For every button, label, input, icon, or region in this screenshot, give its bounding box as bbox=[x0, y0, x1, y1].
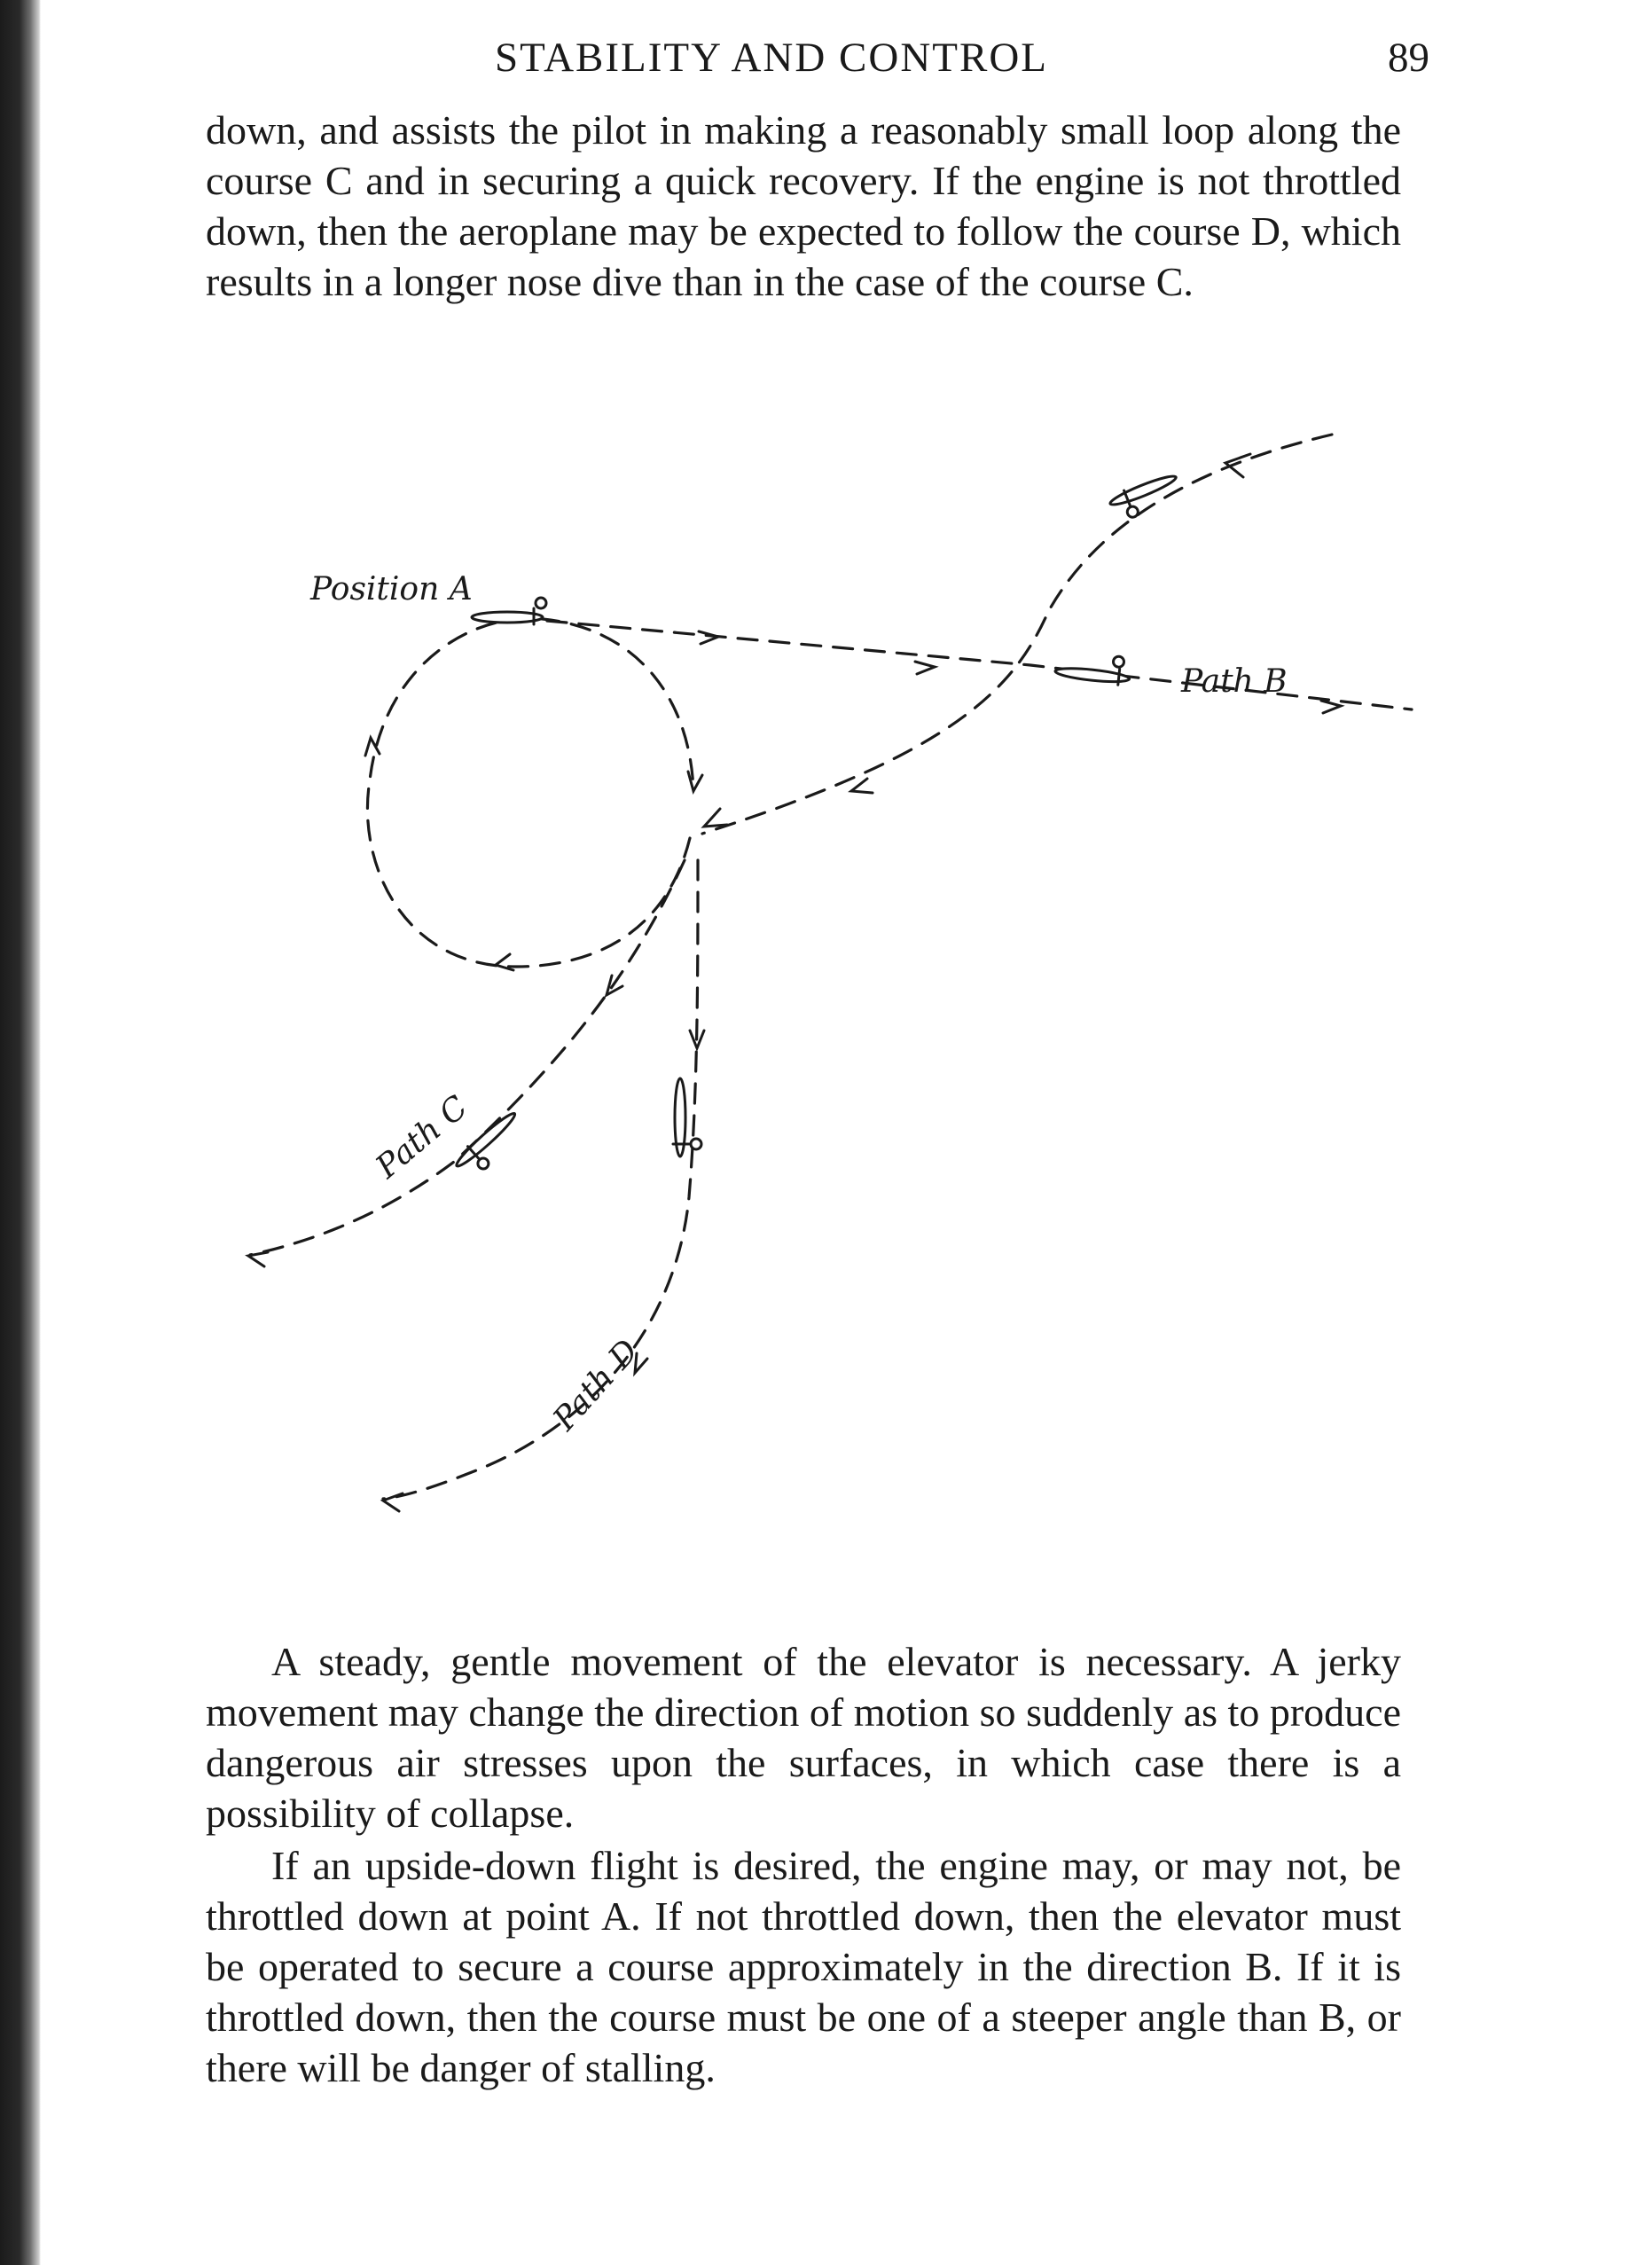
running-title: STABILITY AND CONTROL bbox=[495, 35, 1048, 81]
flight-path-svg bbox=[206, 399, 1447, 1596]
path-b-arrow-1 bbox=[699, 631, 718, 644]
aeroplane-path-d bbox=[673, 1078, 701, 1156]
page-binding-edge bbox=[0, 0, 41, 2265]
aeroplane-incoming bbox=[1108, 471, 1184, 524]
loop-arrow-right bbox=[688, 772, 702, 791]
incoming-path bbox=[702, 435, 1332, 834]
aeroplane-position-a bbox=[472, 598, 546, 624]
label-position-a: Position A bbox=[310, 571, 473, 607]
path-b-arrow-2 bbox=[915, 662, 935, 674]
incoming-arrow-2 bbox=[851, 779, 873, 793]
incoming-arrow-3 bbox=[704, 809, 727, 827]
page-number: 89 bbox=[1388, 35, 1429, 81]
label-path-d: Path D bbox=[546, 1332, 646, 1438]
path-b-arrow-3 bbox=[1321, 701, 1341, 713]
path-c-line bbox=[250, 860, 685, 1255]
paragraph-elevator: A steady, gentle movement of the elevator is necessary. A jerky movement may change the direction of motion so suddenly as to produce dangerous air stresses upon the surfaces, in which case there is a possibility of collapse. bbox=[206, 1639, 1401, 1836]
aeroplane-path-b bbox=[1054, 650, 1131, 686]
loop-path bbox=[367, 618, 693, 967]
path-c-arrow-2 bbox=[248, 1252, 268, 1266]
flight-path-diagram bbox=[206, 399, 1447, 1596]
label-path-c: Path C bbox=[369, 1088, 475, 1186]
page-header bbox=[206, 34, 1429, 87]
paragraph-upside-down: If an upside-down flight is desired, the engine may, or may not, be throttled down at point A. If not throttled down, then the elevator must be operated to secure a course approximately in the direction B. If it is throttled down, then the course must be one of a steeper angle than B, or there will be danger of stalling. bbox=[206, 1843, 1401, 2090]
paragraph-continuation: down, and assists the pilot in making a reasonably small loop along the course C and in securing a quick recovery. If the engine is not throttled down, then the aeroplane may be expected to follow the course D, which results in a longer nose dive than in the case of the course C. bbox=[206, 107, 1401, 304]
incoming-arrow-1 bbox=[1225, 454, 1250, 477]
path-d-line bbox=[383, 860, 698, 1499]
label-path-b: Path B bbox=[1181, 663, 1288, 700]
